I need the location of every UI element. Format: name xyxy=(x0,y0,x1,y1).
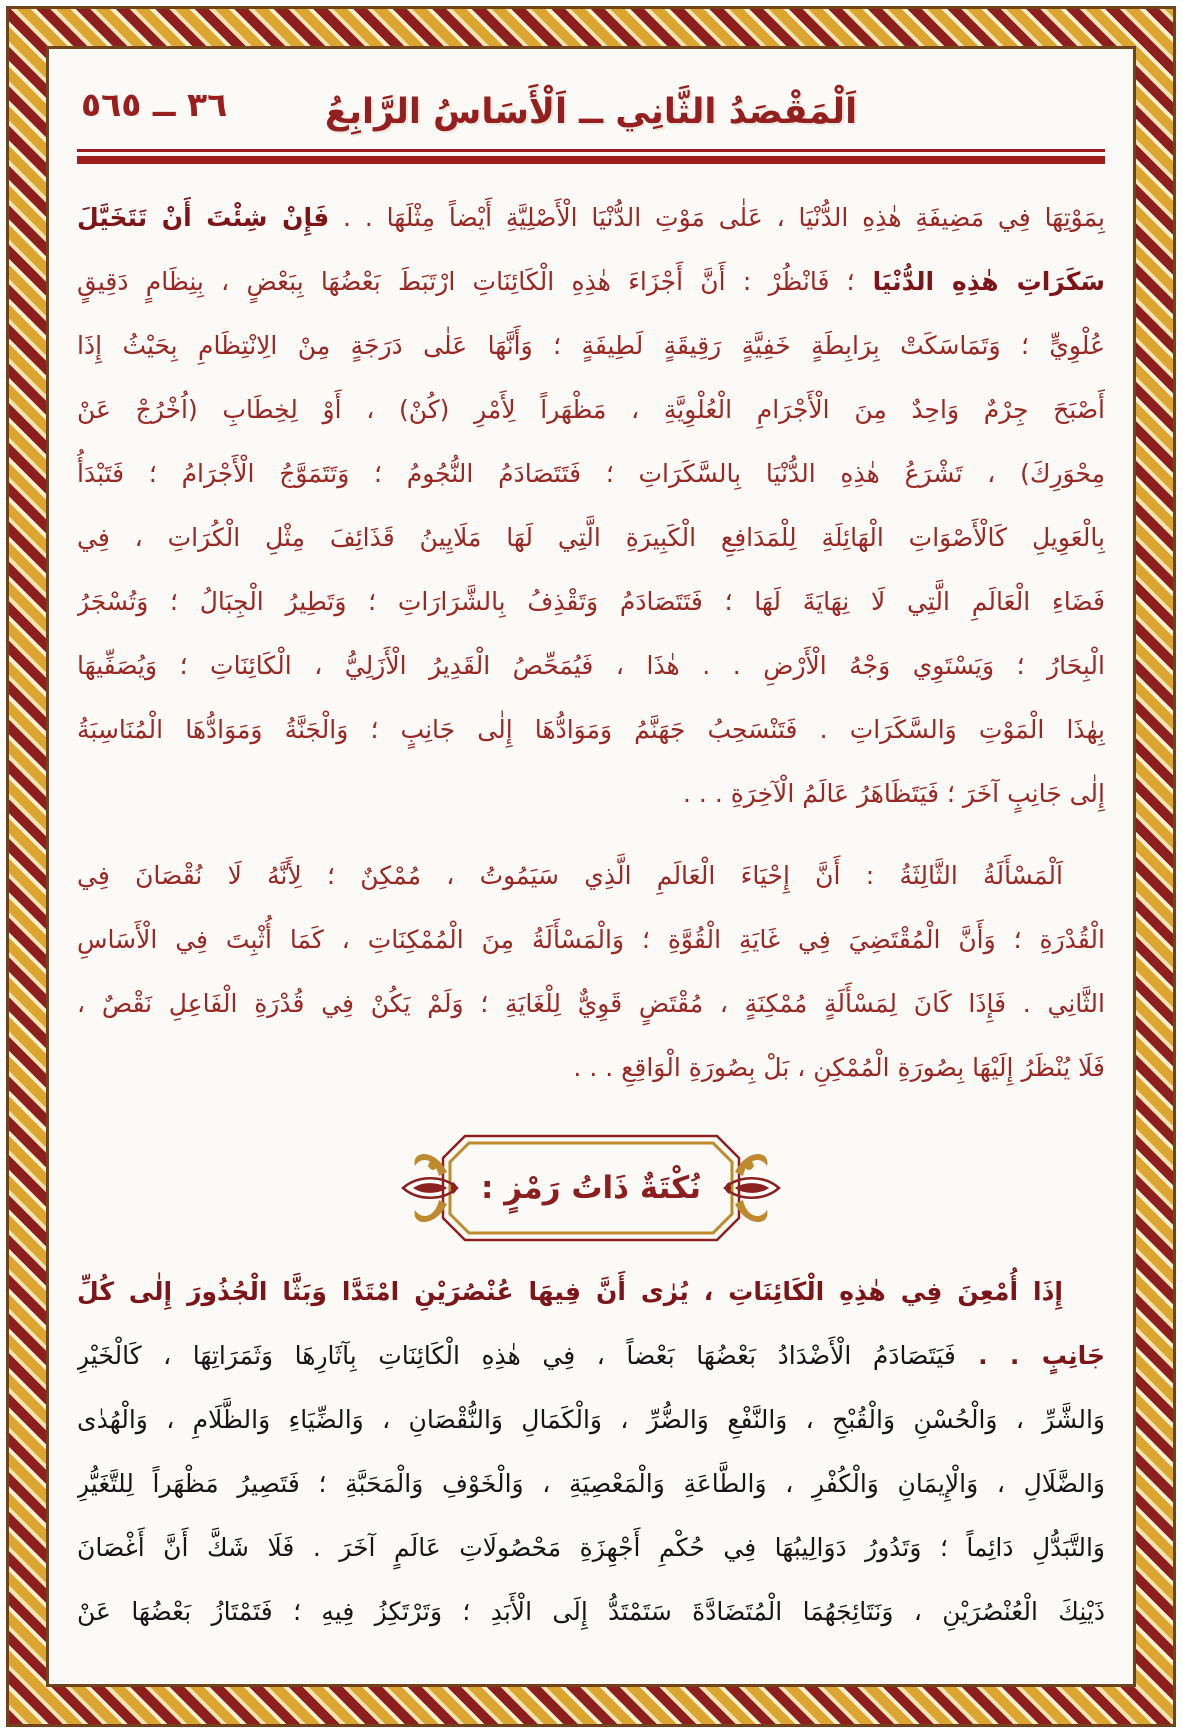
header-rule-thin xyxy=(77,149,1105,152)
text-segment: عُلْوِيٍّ ؛ وَتَمَاسَكَتْ بِرَابِطَةٍ خَفِيَّةٍ رَقِيقَةٍ لَطِيفَةٍ ؛ وَأَنَّهَا عَلٰى دَرَجَةٍ مِنْ الِانْتِظَامِ بِحَيْثُ إِذَا xyxy=(77,331,1105,360)
page-number: ٣٦ ــ ٥٦٥ xyxy=(81,85,228,124)
text-line xyxy=(77,442,1105,506)
text-line xyxy=(77,1036,1105,1100)
text-line xyxy=(77,378,1105,442)
text-segment: فَضَاءِ الْعَالَمِ الَّتِي لَا نِهَايَةَ لَهَا ؛ فَتَتَصَادَمُ وَتَقْذِفُ بِالشَّرَارَاتِ ؛ وَتَطِيرُ الْجِبَالُ ؛ وَتُسْجَرُ xyxy=(77,587,1105,616)
text-segment: الْقُدْرَةِ ؛ وَأَنَّ الْمُقْتَضِيَ فِي غَايَةِ الْقُوَّةِ ؛ وَالْمَسْأَلَةُ مِنَ الْمُمْكِنَاتِ ، كَمَا أُثْبِتَ فِي الْأَسَاسِ xyxy=(77,925,1105,954)
text-line xyxy=(77,908,1105,972)
header-rule-thick xyxy=(77,156,1105,164)
note-box xyxy=(441,1134,741,1242)
text-line xyxy=(77,314,1105,378)
text-line xyxy=(77,844,1105,908)
note-box-title: نُكْتَةٌ ذَاتُ رَمْزٍ : xyxy=(481,1170,701,1206)
text-segment: سَكَرَاتِ هٰذِهِ الدُّنْيَا xyxy=(854,267,1105,296)
text-line xyxy=(77,250,1105,314)
page-header xyxy=(77,81,1105,143)
paragraph xyxy=(77,844,1105,1100)
page-content xyxy=(46,46,1136,1687)
text-line xyxy=(77,186,1105,250)
text-line xyxy=(77,1388,1105,1452)
page-title: اَلْمَقْصَدُ الثَّانِي ــ اَلْأَسَاسُ الرَّابِعُ xyxy=(324,92,858,132)
text-segment: ؛ فَانْظُرْ : أَنَّ أَجْزَاءَ هٰذِهِ الْكَائِنَاتِ ارْتَبَطَ بَعْضُهَا بِبَعْضٍ ، بِنِظَامٍ دَقِيقٍ xyxy=(77,267,855,296)
text-segment: بِمَوْتِهَا فِي مَضِيفَةِ هٰذِهِ الدُّنْيَا ، عَلٰى مَوْتِ الدُّنْيَا الْأَصْلِيَّةِ أَيْضاً مِثْلَهَا . . xyxy=(329,203,1105,232)
text-line xyxy=(77,506,1105,570)
text-segment: الْبِحَارُ ؛ وَيَسْتَوِي وَجْهُ الْأَرْضِ . . هٰذَا ، فَيُمَحِّصُ الْقَدِيرُ الْأَزَلِيُّ ، الْكَائِنَاتِ ؛ وَيُصَفِّيهَا xyxy=(77,651,1105,680)
paragraph xyxy=(77,1260,1105,1644)
paragraph xyxy=(77,186,1105,826)
text-segment: بِهٰذَا الْمَوْتِ وَالسَّكَرَاتِ . فَتَنْسَحِبُ جَهَنَّمُ وَمَوَادُّهَا إِلٰى جَانِبٍ ؛ وَالْجَنَّةُ وَمَوَادُّهَا الْمُنَاسِبَةُ xyxy=(77,715,1105,744)
text-line xyxy=(77,570,1105,634)
text-segment: مِحْوَرِكَ) ، تَشْرَعُ هٰذِهِ الدُّنْيَا بِالسَّكَرَاتِ ؛ فَتَتَصَادَمُ النُّجُومُ ؛ وَتَتَمَوَّجُ الْأَجْرَامُ ؛ فَتَبْدَأُ xyxy=(77,459,1105,488)
text-segment: وَالشَّرِّ ، وَالْحُسْنِ وَالْقُبْحِ ، وَالنَّفْعِ وَالضُّرِّ ، وَالْكَمَالِ وَالنُّقْصَانِ ، وَالضِّيَاءِ وَالظَّلَامِ ، وَالْهُدٰى xyxy=(77,1405,1105,1434)
text-segment: ذَيْنِكَ الْعُنْصُرَيْنِ ، وَنَتَائِجَهُمَا الْمُتَضَادَّةَ سَتَمْتَدُّ إِلَى الْأَبَدِ ؛ وَتَرْتَكِزُ فِيهِ ؛ فَتَمْتَازُ بَعْضُهَا عَنْ xyxy=(77,1597,1105,1626)
text-line xyxy=(77,1260,1105,1324)
text-segment: اَلْمَسْأَلَةُ الثَّالِثَةُ : أَنَّ إِحْيَاءَ الْعَالَمِ الَّذِي سَيَمُوتُ ، مُمْكِنٌ ؛ لِأَنَّهُ لَا نُقْصَانَ فِي xyxy=(77,861,1063,890)
text-line xyxy=(77,634,1105,698)
text-segment: جَانِبٍ . . xyxy=(955,1341,1105,1370)
text-line xyxy=(77,1516,1105,1580)
text-segment: وَالضَّلَالِ ، وَالْإِيمَانِ وَالْكُفْرِ ، وَالطَّاعَةِ وَالْمَعْصِيَةِ ، وَالْخَوْفِ وَالْمَحَبَّةِ ؛ فَتَصِيرُ مَظْهَراً لِلتَّغَيُّرِ xyxy=(77,1469,1105,1498)
text-segment: بِالْعَوِيلِ كَالْأَصْوَاتِ الْهَائِلَةِ لِلْمَدَافِعِ الْكَبِيرَةِ الَّتِي لَهَا مَلَايِينُ قَذَائِفَ مِثْلِ الْكُرَاتِ ، فِي xyxy=(77,523,1105,552)
text-line xyxy=(77,698,1105,762)
text-segment: فَإِنْ شِئْتَ أَنْ تَتَخَيَّلَ xyxy=(77,203,330,232)
text-line xyxy=(77,972,1105,1036)
text-segment: وَالتَّبَدُّلِ دَائِماً ؛ وَتَدُورُ دَوَالِيبُهَا فِي حُكْمِ أَجْهِزَةِ مَحْصُولَاتِ عَالَمٍ آخَرَ . فَلَا شَكَّ أَنَّ أَغْصَانَ xyxy=(77,1533,1105,1562)
text-segment: فَلَا يُنْظَرُ إِلَيْهَا بِصُورَةِ الْمُمْكِنِ ، بَلْ بِصُورَةِ الْوَاقِعِ . . . xyxy=(573,1053,1105,1082)
text-segment: فَيَتَصَادَمُ الْأَضْدَادُ بَعْضُهَا بَعْضاً ، فِي هٰذِهِ الْكَائِنَاتِ بِآثَارِهَا وَثَمَرَاتِهَا ، كَالْخَيْرِ xyxy=(77,1341,956,1370)
text-line xyxy=(77,762,1105,826)
text-line xyxy=(77,1452,1105,1516)
text-segment: الثَّانِي . فَإِذَا كَانَ لِمَسْأَلَةٍ مُمْكِنَةٍ ، مُقْتَضٍ قَوِيٌّ لِلْغَايَةِ ؛ وَلَمْ يَكُنْ فِي قُدْرَةِ الْفَاعِلِ نَقْصٌ ، xyxy=(77,989,1105,1018)
text-line xyxy=(77,1580,1105,1644)
text-line xyxy=(77,1324,1105,1388)
text-segment: إِلٰى جَانِبٍ آخَرَ ؛ فَيَتَظَاهَرُ عَالَمُ الْآخِرَةِ . . . xyxy=(683,779,1105,808)
text-segment: أَصْبَحَ جِرْمٌ وَاحِدٌ مِنَ الْأَجْرَامِ الْعُلْوِيَّةِ ، مَظْهَراً لِأَمْرِ (كُنْ) ، أَوْ لِخِطَابِ (اُخْرُجْ عَنْ xyxy=(77,395,1105,424)
text-segment: إِذَا أُمْعِنَ فِي هٰذِهِ الْكَائِنَاتِ ، يُرٰى أَنَّ فِيهَا عُنْصُرَيْنِ امْتَدَّا وَبَثَّا الْجُذُورَ إِلٰى كُلِّ xyxy=(77,1277,1063,1306)
